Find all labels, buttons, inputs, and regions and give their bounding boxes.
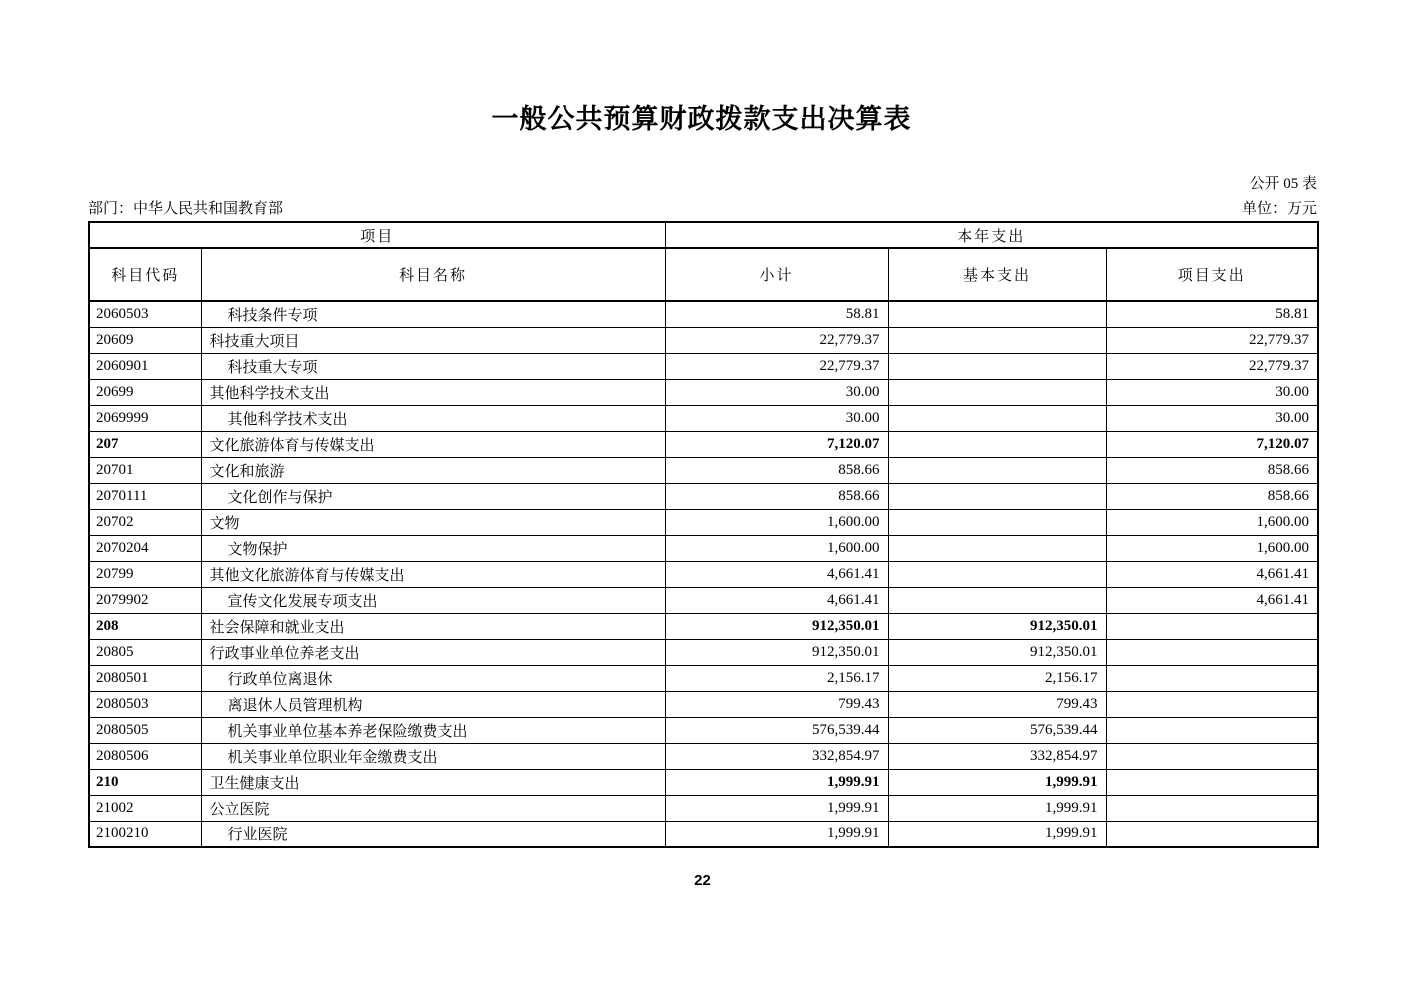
basic-expenditure-cell — [888, 509, 1106, 535]
project-expenditure-cell — [1106, 795, 1318, 821]
subject-code-cell: 20609 — [89, 327, 201, 353]
subtotal-cell: 1,600.00 — [665, 509, 888, 535]
project-expenditure-cell — [1106, 613, 1318, 639]
project-expenditure-cell: 858.66 — [1106, 483, 1318, 509]
subtotal-cell: 4,661.41 — [665, 561, 888, 587]
subject-name-cell: 其他科学技术支出 — [201, 379, 665, 405]
project-expenditure-cell — [1106, 769, 1318, 795]
project-expenditure-cell — [1106, 821, 1318, 847]
project-expenditure-cell: 1,600.00 — [1106, 535, 1318, 561]
table-row — [89, 431, 1318, 457]
project-expenditure-cell: 7,120.07 — [1106, 431, 1318, 457]
subject-name-cell: 行业医院 — [201, 821, 665, 847]
table-header-group-row — [89, 222, 1318, 248]
basic-expenditure-cell — [888, 457, 1106, 483]
subtotal-cell: 2,156.17 — [665, 665, 888, 691]
subtotal-cell: 22,779.37 — [665, 327, 888, 353]
subtotal-cell: 912,350.01 — [665, 613, 888, 639]
subtotal-cell: 858.66 — [665, 457, 888, 483]
table-header-column-row — [89, 248, 1318, 301]
table-row — [89, 743, 1318, 769]
header-basic-expenditure: 基本支出 — [888, 248, 1106, 301]
header-subject-name: 科目名称 — [201, 248, 665, 301]
form-number-label: 公开 05 表 — [1249, 176, 1317, 192]
subject-code-cell: 2080503 — [89, 691, 201, 717]
table-row — [89, 405, 1318, 431]
table-row — [89, 327, 1318, 353]
page-title: 一般公共预算财政拨款支出决算表 — [491, 104, 912, 134]
subject-code-cell: 2070204 — [89, 535, 201, 561]
basic-expenditure-cell: 1,999.91 — [888, 821, 1106, 847]
table-row — [89, 483, 1318, 509]
basic-expenditure-cell — [888, 535, 1106, 561]
subject-name-cell: 其他文化旅游体育与传媒支出 — [201, 561, 665, 587]
subject-name-cell: 文化旅游体育与传媒支出 — [201, 431, 665, 457]
subtotal-cell: 332,854.97 — [665, 743, 888, 769]
table-row — [89, 509, 1318, 535]
basic-expenditure-cell — [888, 405, 1106, 431]
header-group-item: 项目 — [89, 222, 665, 248]
table-row — [89, 717, 1318, 743]
subtotal-cell: 858.66 — [665, 483, 888, 509]
subject-code-cell: 2080505 — [89, 717, 201, 743]
project-expenditure-cell — [1106, 717, 1318, 743]
project-expenditure-cell: 30.00 — [1106, 379, 1318, 405]
table-row — [89, 561, 1318, 587]
subject-name-cell: 行政单位离退休 — [201, 665, 665, 691]
meta-row — [88, 197, 1317, 218]
basic-expenditure-cell — [888, 379, 1106, 405]
table-row — [89, 353, 1318, 379]
subject-name-cell: 科技重大项目 — [201, 327, 665, 353]
subject-name-cell: 行政事业单位养老支出 — [201, 639, 665, 665]
project-expenditure-cell — [1106, 743, 1318, 769]
project-expenditure-cell — [1106, 691, 1318, 717]
subject-code-cell: 2060503 — [89, 301, 201, 327]
subject-code-cell: 2079902 — [89, 587, 201, 613]
basic-expenditure-cell — [888, 431, 1106, 457]
subject-name-cell: 文物 — [201, 509, 665, 535]
table-row — [89, 665, 1318, 691]
subtotal-cell: 30.00 — [665, 379, 888, 405]
subject-code-cell: 208 — [89, 613, 201, 639]
subject-name-cell: 社会保障和就业支出 — [201, 613, 665, 639]
header-subject-code: 科目代码 — [89, 248, 201, 301]
header-project-expenditure: 项目支出 — [1106, 248, 1318, 301]
subtotal-cell: 912,350.01 — [665, 639, 888, 665]
basic-expenditure-cell: 1,999.91 — [888, 795, 1106, 821]
table-row — [89, 457, 1318, 483]
header-group-current-year-expenditure: 本年支出 — [665, 222, 1318, 248]
basic-expenditure-cell: 332,854.97 — [888, 743, 1106, 769]
subject-name-cell: 科技重大专项 — [201, 353, 665, 379]
table-row — [89, 613, 1318, 639]
table-row — [89, 379, 1318, 405]
basic-expenditure-cell: 912,350.01 — [888, 613, 1106, 639]
subject-code-cell: 20701 — [89, 457, 201, 483]
subject-code-cell: 2069999 — [89, 405, 201, 431]
subtotal-cell: 799.43 — [665, 691, 888, 717]
subject-name-cell: 文化创作与保护 — [201, 483, 665, 509]
table-row — [89, 821, 1318, 847]
subject-name-cell: 文物保护 — [201, 535, 665, 561]
subject-code-cell: 20699 — [89, 379, 201, 405]
table-row — [89, 639, 1318, 665]
subtotal-cell: 7,120.07 — [665, 431, 888, 457]
basic-expenditure-cell — [888, 483, 1106, 509]
subject-code-cell: 2070111 — [89, 483, 201, 509]
subject-code-cell: 21002 — [89, 795, 201, 821]
subject-name-cell: 文化和旅游 — [201, 457, 665, 483]
subject-code-cell: 210 — [89, 769, 201, 795]
subtotal-cell: 4,661.41 — [665, 587, 888, 613]
project-expenditure-cell: 22,779.37 — [1106, 327, 1318, 353]
project-expenditure-cell: 858.66 — [1106, 457, 1318, 483]
table-row — [89, 301, 1318, 327]
project-expenditure-cell — [1106, 639, 1318, 665]
project-expenditure-cell — [1106, 665, 1318, 691]
subtotal-cell: 1,999.91 — [665, 795, 888, 821]
subject-name-cell: 机关事业单位职业年金缴费支出 — [201, 743, 665, 769]
basic-expenditure-cell: 576,539.44 — [888, 717, 1106, 743]
table-row — [89, 587, 1318, 613]
subject-code-cell: 2080506 — [89, 743, 201, 769]
subject-code-cell: 20799 — [89, 561, 201, 587]
subject-name-cell: 宣传文化发展专项支出 — [201, 587, 665, 613]
basic-expenditure-cell — [888, 327, 1106, 353]
basic-expenditure-cell — [888, 587, 1106, 613]
subject-code-cell: 20805 — [89, 639, 201, 665]
project-expenditure-cell: 4,661.41 — [1106, 587, 1318, 613]
project-expenditure-cell: 58.81 — [1106, 301, 1318, 327]
subtotal-cell: 30.00 — [665, 405, 888, 431]
table-row — [89, 691, 1318, 717]
subject-name-cell: 机关事业单位基本养老保险缴费支出 — [201, 717, 665, 743]
basic-expenditure-cell: 912,350.01 — [888, 639, 1106, 665]
subtotal-cell: 1,999.91 — [665, 769, 888, 795]
table-row — [89, 795, 1318, 821]
unit-label: 单位：万元 — [1241, 201, 1317, 217]
basic-expenditure-cell — [888, 561, 1106, 587]
subject-name-cell: 科技条件专项 — [201, 301, 665, 327]
table-row — [89, 769, 1318, 795]
header-subtotal: 小计 — [665, 248, 888, 301]
project-expenditure-cell: 4,661.41 — [1106, 561, 1318, 587]
basic-expenditure-cell — [888, 353, 1106, 379]
page-number: 22 — [694, 872, 711, 889]
project-expenditure-cell: 1,600.00 — [1106, 509, 1318, 535]
expenditure-table — [88, 221, 1319, 848]
table-row — [89, 535, 1318, 561]
basic-expenditure-cell: 1,999.91 — [888, 769, 1106, 795]
subtotal-cell: 576,539.44 — [665, 717, 888, 743]
subject-name-cell: 公立医院 — [201, 795, 665, 821]
subject-code-cell: 207 — [89, 431, 201, 457]
subject-code-cell: 2100210 — [89, 821, 201, 847]
subtotal-cell: 22,779.37 — [665, 353, 888, 379]
subject-name-cell: 离退休人员管理机构 — [201, 691, 665, 717]
basic-expenditure-cell: 799.43 — [888, 691, 1106, 717]
basic-expenditure-cell: 2,156.17 — [888, 665, 1106, 691]
subtotal-cell: 1,600.00 — [665, 535, 888, 561]
basic-expenditure-cell — [888, 301, 1106, 327]
subtotal-cell: 1,999.91 — [665, 821, 888, 847]
subject-code-cell: 20702 — [89, 509, 201, 535]
subtotal-cell: 58.81 — [665, 301, 888, 327]
project-expenditure-cell: 30.00 — [1106, 405, 1318, 431]
subject-name-cell: 卫生健康支出 — [201, 769, 665, 795]
subject-code-cell: 2060901 — [89, 353, 201, 379]
subject-code-cell: 2080501 — [89, 665, 201, 691]
department-label: 部门：中华人民共和国教育部 — [88, 201, 284, 217]
subject-name-cell: 其他科学技术支出 — [201, 405, 665, 431]
project-expenditure-cell: 22,779.37 — [1106, 353, 1318, 379]
